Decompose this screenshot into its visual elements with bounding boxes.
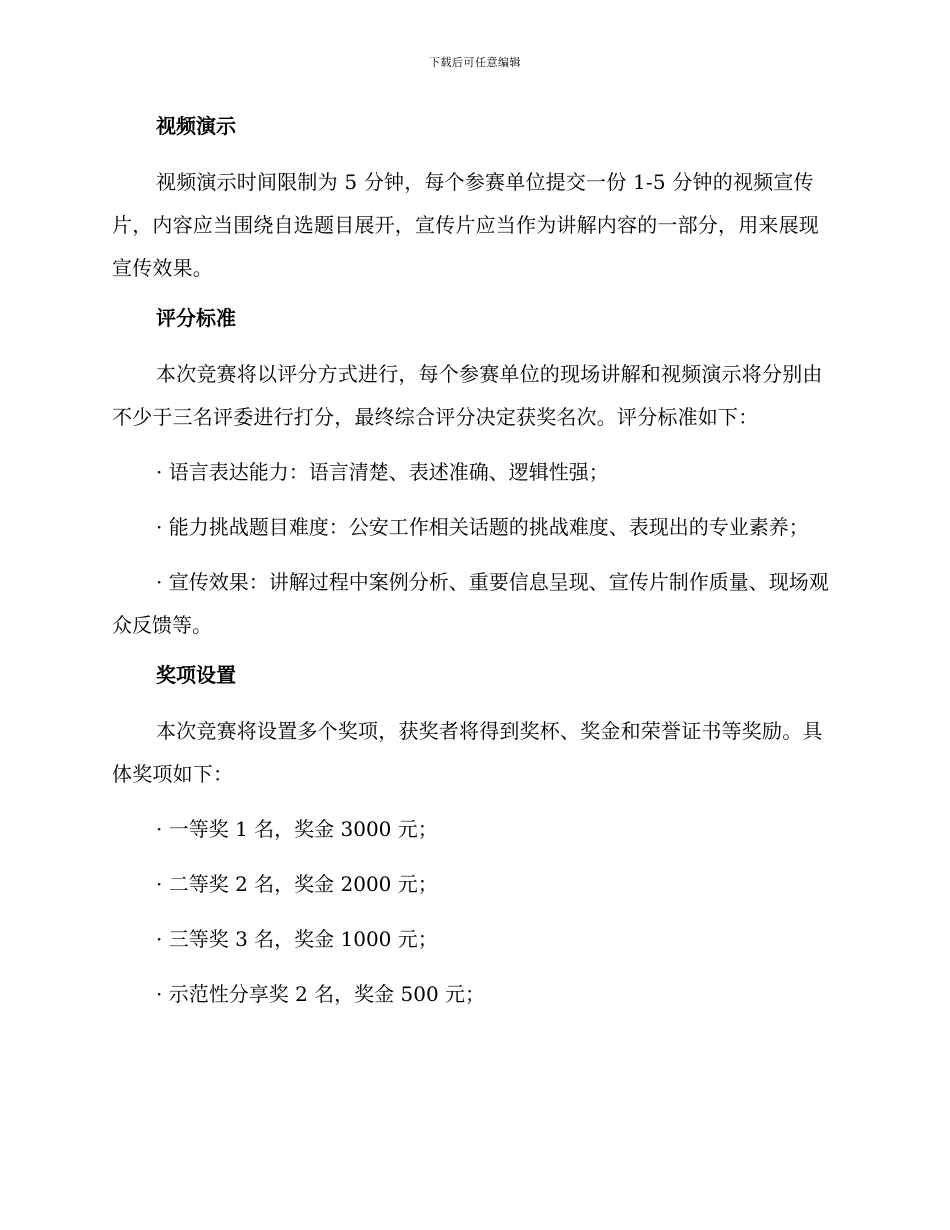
list-item-difficulty: · 能力挑战题目难度：公安工作相关话题的挑战难度、表现出的专业素养； <box>156 515 809 539</box>
header-note: 下载后可任意编辑 <box>429 56 521 69</box>
paragraph-scoring-desc: 本次竞赛将以评分方式进行，每个参赛单位的现场讲解和视频演示将分别由不少于三名评委进行打分，最终综合评分决定获奖名次。评分标准如下： <box>112 362 823 429</box>
paragraph-awards-desc: 本次竞赛将设置多个奖项，获奖者将得到奖杯、奖金和荣誉证书等奖励。具体奖项如下： <box>112 719 823 786</box>
paragraph-video-desc: 视频演示时间限制为 5 分钟，每个参赛单位提交一份 1-5 分钟的视频宣传片，内容应当围绕自选题目展开，宣传片应当作为讲解内容的一部分，用来展现宣传效果。 <box>112 170 819 280</box>
section-heading-awards: 奖项设置 <box>156 663 236 687</box>
section-heading-scoring: 评分标准 <box>156 306 236 330</box>
list-item-language: · 语言表达能力：语言清楚、表述准确、逻辑性强； <box>156 460 609 484</box>
document-body <box>112 110 832 1028</box>
list-item-sharing-prize: · 示范性分享奖 2 名，奖金 500 元； <box>156 982 486 1006</box>
list-item-first-prize: · 一等奖 1 名，奖金 3000 元； <box>156 817 438 841</box>
list-item-effect: · 宣传效果：讲解过程中案例分析、重要信息呈现、宣传片制作质量、现场观众反馈等。 <box>112 570 829 637</box>
section-heading-video: 视频演示 <box>156 114 236 138</box>
list-item-third-prize: · 三等奖 3 名，奖金 1000 元； <box>156 927 438 951</box>
list-item-second-prize: · 二等奖 2 名，奖金 2000 元； <box>156 872 438 896</box>
